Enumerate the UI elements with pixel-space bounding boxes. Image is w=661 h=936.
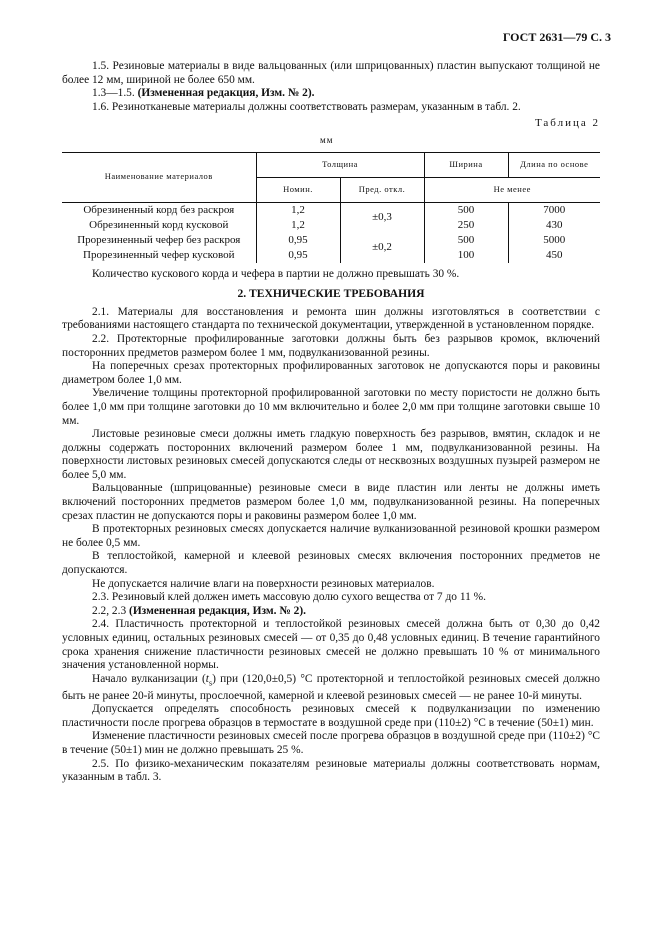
col-header-tolerance: Пред. откл. [340,177,424,202]
row-tolerance: ±0,2 [340,233,424,263]
paragraph-1-6: 1.6. Резинотканевые материалы должны соответствовать размерам, указанным в табл. 2. [92,100,521,113]
symbol-t: t [205,672,209,685]
text-part: Начало вулканизации ( [92,672,206,685]
paragraph-1-5: 1.5. Резиновые материалы в виде вальцованных (или шприцованных) пластин выпускают толщиной не более 12 мм, шириной не более 650 мм. [62,60,600,86]
paragraph: 2.4. Пластичность протекторной и теплостойкой резиновых смесей должна быть от 0,30 до 0,42 условных единиц, остальных резиновых смесей — от 0,35 до 0,48 условных единиц. В течение гарантийного срока хранения снижение пластичности резиновых смесей не должно превышать 10 % от минимального значения установленной нормы. [62,618,600,672]
paragraph: В теплостойкой, камерной и клеевой резиновых смесях включения посторонних предметов не допускаются. [62,550,600,577]
amend-number: 1.3—1.5. [92,87,138,100]
paragraph: 2.5. По физико-механическим показателям резиновые материалы должны соответствовать нормам, указанным в табл. 3. [62,757,600,784]
paragraph: На поперечных срезах протекторных профилированных заготовок не допускаются поры и раковины диаметром более 1,0 мм. [62,360,600,386]
row-name: Прорезиненный чефер без раскроя [77,233,241,246]
paragraph: Увеличение толщины протекторной профилированной заготовки по месту пористости не должно быть более 1,0 мм при толщине заготовки до 10 мм включительно и более 2,0 мм при толщине заготовки свыше 10 мм. [62,387,600,427]
paragraph: 2.2. Протекторные профилированные заготовки должны быть без разрывов кромок, включений посторонних предметов размером более 1 мм, подвулканизованной резины. [62,332,600,359]
amend-note: (Измененная редакция, Изм. № 2). [137,87,315,100]
table-row [62,202,600,218]
col-header-length: Длина по основе [508,152,600,177]
paragraph-vulcanization-start [62,673,600,703]
row-length: 5000 [508,233,600,248]
paragraph: Листовые резиновые смеси должны иметь гладкую поверхность без разрывов, вмятин, складок и не должны содержать посторонних включений размером более 1 мм, подвулканизованной резины. На поверхности листовых резиновых смесей допускаются следы от несквозных воздушных пузырей размером не более 5,0 мм. [62,428,600,481]
materials-table [62,152,600,263]
col-header-nominal: Номин. [256,177,340,202]
row-nominal: 1,2 [256,218,340,233]
row-nominal: 0,95 [256,233,340,248]
text-part: ) при (120,0±0,5) °С протекторной и теплостойкой резиновых смесей должно быть не ранее 20-й минуты, прослоечной, камерной и клеевой резиновых смесей — не ранее 10-й минуты. [62,672,600,702]
paragraph: Не допускается наличие влаги на поверхности резиновых материалов. [92,577,435,590]
table-note: Количество кускового корда и чефера в партии не должно превышать 30 %. [92,267,460,280]
row-width: 500 [424,233,508,248]
paragraph-1-3-amend [62,87,600,101]
col-header-min: Не менее [424,177,600,202]
row-length: 430 [508,218,600,233]
paragraph-2-2-amend [62,605,600,619]
table-row [62,233,600,248]
col-header-name: Наименование материалов [62,152,256,202]
row-length: 450 [508,248,600,263]
row-nominal: 1,2 [256,202,340,218]
amend-note: (Измененная редакция, Изм. № 2). [129,604,306,617]
row-tolerance: ±0,3 [340,202,424,233]
paragraph: 2.3. Резиновый клей должен иметь массовую долю сухого вещества от 7 до 11 %. [92,591,486,604]
section-title: 2. ТЕХНИЧЕСКИЕ ТРЕБОВАНИЯ [237,287,425,301]
table-unit: мм [320,134,334,145]
row-name: Обрезиненный корд кусковой [89,218,229,231]
col-header-width: Ширина [424,152,508,177]
row-width: 100 [424,248,508,263]
row-nominal: 0,95 [256,248,340,263]
row-name: Прорезиненный чефер кусковой [83,248,235,261]
row-length: 7000 [508,202,600,218]
row-name: Обрезиненный корд без раскроя [83,203,235,216]
col-header-thickness: Толщина [256,152,424,177]
amend-number: 2.2, 2.3 [92,604,130,617]
page-header: ГОСТ 2631—79 С. 3 [502,30,611,44]
row-width: 500 [424,202,508,218]
paragraph: Изменение пластичности резиновых смесей после прогрева образцов в воздушной среде при (110±2) °С в течение (50±1) мин не должно превышать 25 %. [62,730,600,757]
table-caption: Таблица 2 [534,117,600,130]
paragraph: Допускается определять способность резиновых смесей к подвулканизации по изменению пластичности после прогрева образцов в термостате в воздушной среде при (110±2) °С в течение (50±1) мин. [62,703,600,729]
paragraph: В протекторных резиновых смесях допускается наличие вулканизованной резиновой крошки размером не более 0,5 мм. [62,523,600,549]
row-width: 250 [424,218,508,233]
table-row [62,248,600,263]
table-row [62,218,600,233]
paragraph: Вальцованные (шприцованные) резиновые смеси в виде пластин или ленты не должны иметь включений посторонних предметов размером более 1,0 мм, подвулканизованной резины. На поперечных срезах пластин не допускаются поры и раковины размером более 1,0 мм. [62,482,600,522]
symbol-sub: s [208,678,213,688]
page-content [62,60,600,785]
paragraph: 2.1. Материалы для восстановления и ремонта шин должны изготовляться в соответствии с требованиями настоящего стандарта по технической документации, утвержденной в установленном порядке. [62,305,600,332]
